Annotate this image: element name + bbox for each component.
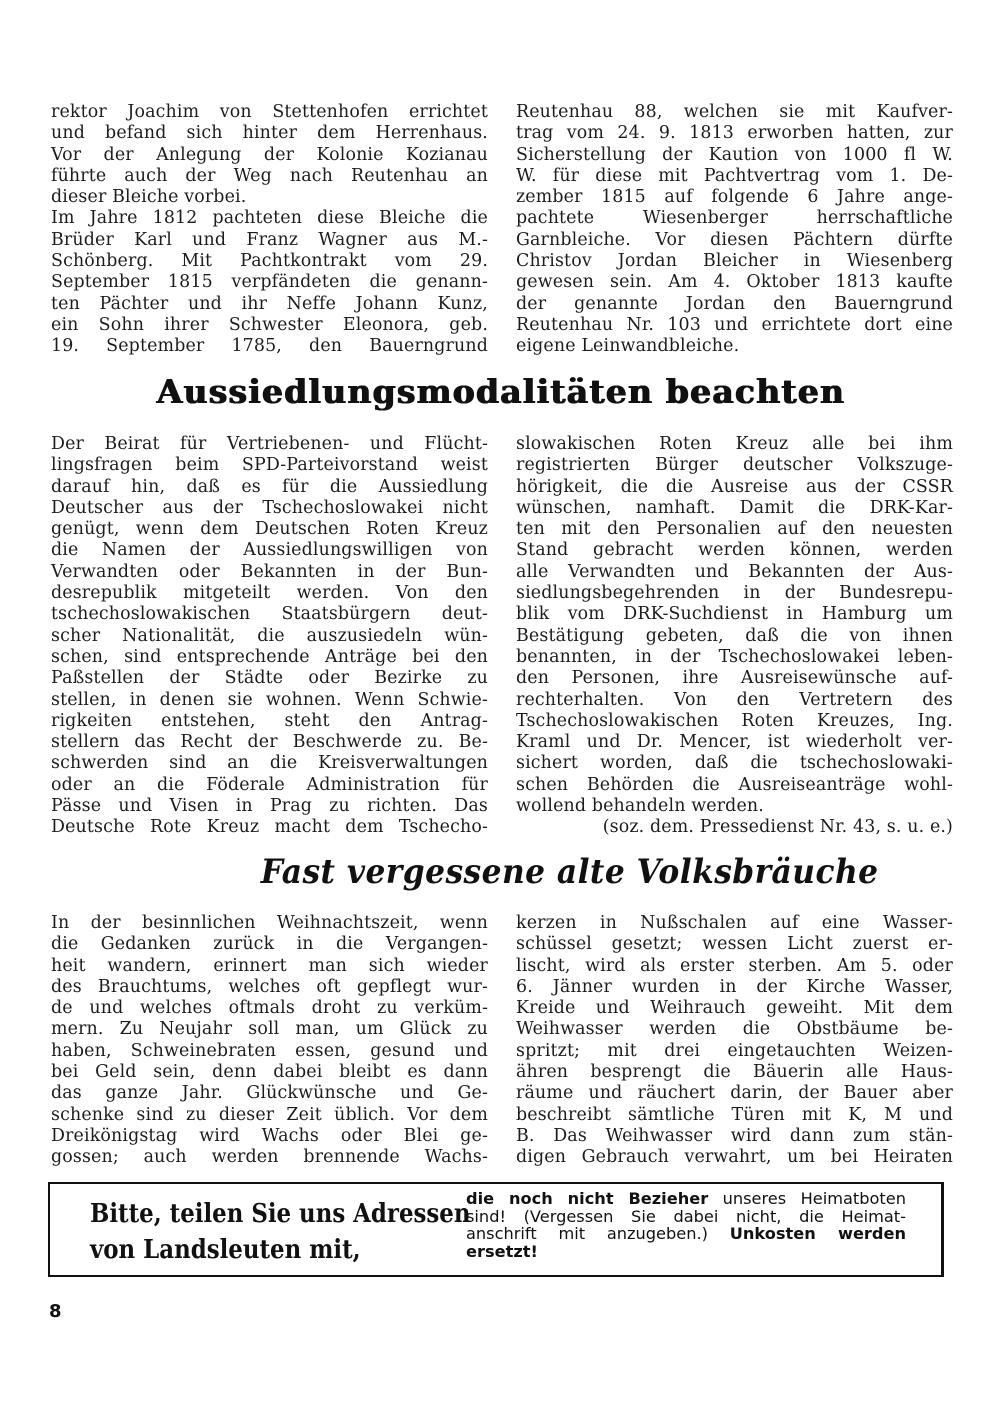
text-line: lischt, wird als erster sterben. Am 5. oder — [516, 955, 953, 976]
text-line: eigene Leinwandbleiche. — [516, 336, 740, 357]
text-line: rektor Joachim von Stettenhofen errichtet — [51, 102, 488, 122]
notice-text: anschrift mit anzugeben.) — [466, 1224, 708, 1243]
text-line: haben, Schweinebraten essen, gesund und — [51, 1040, 488, 1061]
article1-headline: Aussiedlungsmodalitäten beachten — [156, 372, 846, 411]
text-line: B. Das Weihwasser wird dann zum stän- — [516, 1125, 953, 1146]
text-line: die Namen der Aussiedlungswilligen von — [51, 540, 488, 561]
text-line: stellen, in denen sie wohnen. Wenn Schwie- — [51, 689, 488, 710]
text-line: ein Sohn ihrer Schwester Eleonora, geb. — [51, 314, 488, 335]
text-line: wollend behandeln werden. — [516, 796, 764, 817]
text-line: wünschen, namhaft. Damit die DRK-Kar- — [516, 497, 953, 518]
text-line: Garnbleiche. Vor diesen Pächtern dürfte — [516, 229, 953, 250]
text-line: benannten, in der Tschechoslowakei leben- — [516, 646, 953, 667]
notice-body-line3 — [466, 1225, 906, 1243]
text-line: zember 1815 auf folgende 6 Jahre ange- — [516, 187, 953, 208]
text-line: oder an die Föderale Administration für — [51, 774, 488, 795]
text-line: Reutenhau 88, welchen sie mit Kaufver- — [516, 102, 953, 122]
page-number: 8 — [49, 1301, 62, 1322]
text-line: dieser Bleiche vorbei. — [51, 187, 247, 208]
text-line: Im Jahre 1812 pachteten diese Bleiche die — [51, 208, 488, 229]
text-line: räume und räuchert darin, der Bauer aber — [516, 1083, 953, 1104]
text-line: spritzt; mit drei eingetauchten Weizen- — [516, 1040, 953, 1061]
text-line: Kreide und Weihrauch geweiht. Mit dem — [516, 998, 953, 1019]
text-line: der genannte Jordan den Bauerngrund — [516, 293, 953, 314]
text-line: scher Nationalität, die auszusiedeln wün- — [51, 625, 488, 646]
address-notice-box — [48, 1182, 944, 1277]
text-line: kerzen in Nußschalen auf eine Wasser- — [516, 913, 953, 933]
article1-source: (soz. dem. Pressedienst Nr. 43, s. u. e.) — [602, 817, 953, 838]
text-line: ten mit den Personalien auf den neuesten — [516, 519, 953, 540]
text-line: stellern das Recht der Beschwerde zu. Be- — [51, 732, 488, 753]
section1-column-left — [51, 102, 488, 358]
text-line: des Brauchtums, welches oft gepflegt wur- — [51, 976, 488, 997]
text-line: 19. September 1785, den Bauerngrund — [51, 336, 488, 357]
text-line: Deutscher aus der Tschechoslowakei nicht — [51, 497, 488, 518]
text-line: mern. Zu Neujahr soll man, um Glück zu — [51, 1019, 488, 1040]
text-line: slowakischen Roten Kreuz alle bei ihm — [516, 434, 953, 454]
text-line: Vor der Anlegung der Kolonie Kozianau — [51, 144, 488, 165]
article2-column-left — [51, 913, 488, 1169]
article2-column-right — [516, 913, 953, 1169]
text-line: schen Behörden die Ausreiseanträge wohl- — [516, 774, 953, 795]
notice-body-line1 — [466, 1190, 906, 1208]
text-line: desrepublik mitgeteilt werden. Von den — [51, 583, 488, 604]
section1-column-right — [516, 102, 953, 358]
text-line: lingsfragen beim SPD-Parteivorstand weist — [51, 455, 488, 476]
text-line: gewesen sein. Am 4. Oktober 1813 kaufte — [516, 272, 953, 293]
notice-body-line2: sind! (Vergessen Sie dabei nicht, die Heimat- — [466, 1206, 906, 1226]
text-line: Deutsche Rote Kreuz macht dem Tschecho- — [51, 817, 488, 838]
text-line: In der besinnlichen Weihnachtszeit, wenn — [51, 913, 488, 933]
text-line: ten Pächter und ihr Neffe Johann Kunz, — [51, 293, 488, 314]
notice-headline — [90, 1196, 471, 1268]
text-line: registrierten Bürger deutscher Volkszuge- — [516, 455, 953, 476]
notice-body — [466, 1190, 906, 1260]
text-line: darauf hin, daß es für die Aussiedlung — [51, 476, 488, 497]
text-line: Pässe und Visen in Prag zu richten. Das — [51, 796, 488, 817]
text-line: Reutenhau Nr. 103 und errichtete dort eine — [516, 314, 953, 335]
text-line: schwerden sind an die Kreisverwaltungen — [51, 753, 488, 774]
text-line: Bestätigung gebeten, daß die von ihnen — [516, 625, 953, 646]
text-line: gossen; auch werden brennende Wachs- — [51, 1147, 488, 1168]
text-line: führte auch der Weg nach Reutenhau an — [51, 165, 488, 186]
text-line: ähren besprengt die Bäuerin alle Haus- — [516, 1062, 953, 1083]
notice-headline-line2: von Landsleuten mit, — [90, 1235, 361, 1265]
text-line: schen, sind entsprechende Anträge bei den — [51, 646, 488, 667]
notice-bold-text: Unkosten werden — [729, 1224, 907, 1243]
text-line: Brüder Karl und Franz Wagner aus M.- — [51, 229, 488, 250]
text-line: sichert worden, daß die tschechoslowaki- — [516, 753, 953, 774]
article1-column-left — [51, 434, 488, 839]
text-line: tschechoslowakischen Staatsbürgern deut- — [51, 604, 488, 625]
text-line: siedlungsbegehrenden in der Bundesrepu- — [516, 583, 953, 604]
text-line: 6. Jänner wurden in der Kirche Wasser, — [516, 976, 953, 997]
text-line: den Personen, ihre Ausreisewünsche auf- — [516, 668, 953, 689]
text-line: digen Gebrauch verwahrt, um bei Heiraten — [516, 1147, 953, 1168]
text-line: September 1815 verpfändeten die genann- — [51, 272, 488, 293]
text-line: blik vom DRK-Suchdienst in Hamburg um — [516, 604, 953, 625]
article1-column-right — [516, 434, 953, 839]
notice-text: unseres Heimatboten — [708, 1189, 906, 1208]
text-line: Schönberg. Mit Pachtkontrakt vom 29. — [51, 251, 488, 272]
text-line: schenke sind zu dieser Zeit üblich. Vor dem — [51, 1104, 488, 1125]
notice-bold-text: die noch nicht Bezieher — [466, 1189, 709, 1208]
text-line: Sicherstellung der Kaution von 1000 fl W. — [516, 144, 953, 165]
article2-headline: Fast vergessene alte Volksbräuche — [260, 852, 879, 892]
text-line: rechterhalten. Von den Vertretern des — [516, 689, 953, 710]
text-line: Weihwasser werden die Obstbäume be- — [516, 1019, 953, 1040]
text-line: beschreibt sämtliche Türen mit K, M und — [516, 1104, 953, 1125]
text-line: Der Beirat für Vertriebenen- und Flücht- — [51, 434, 488, 454]
text-line: schüssel gesetzt; wessen Licht zuerst er- — [516, 934, 953, 955]
notice-body-line4: ersetzt! — [466, 1241, 538, 1261]
text-line: W. für diese mit Pachtvertrag vom 1. De- — [516, 165, 953, 186]
text-line: Paßstellen der Städte oder Bezirke zu — [51, 668, 488, 689]
text-line: rigkeiten entstehen, steht den Antrag- — [51, 710, 488, 731]
text-line: und befand sich hinter dem Herrenhaus. — [51, 123, 488, 144]
text-line: Stand gebracht werden können, werden — [516, 540, 953, 561]
text-line: pachtete Wiesenberger herrschaftliche — [516, 208, 953, 229]
text-line: trag vom 24. 9. 1813 erworben hatten, zur — [516, 123, 953, 144]
text-line: Kraml und Dr. Mencer, ist wiederholt ver- — [516, 732, 953, 753]
text-line: Christov Jordan Bleicher in Wiesenberg — [516, 251, 953, 272]
text-line: alle Verwandten und Bekannten der Aus- — [516, 561, 953, 582]
text-line: Dreikönigstag wird Wachs oder Blei ge- — [51, 1125, 488, 1146]
text-line: de und welches oftmals droht zu verküm- — [51, 998, 488, 1019]
text-line: bei Geld sein, denn dabei bleibt es dann — [51, 1062, 488, 1083]
text-line: die Gedanken zurück in die Vergangen- — [51, 934, 488, 955]
text-line: hörigkeit, die die Ausreise aus der CSSR — [516, 476, 953, 497]
text-line: genügt, wenn dem Deutschen Roten Kreuz — [51, 519, 488, 540]
text-line: Verwandten oder Bekannten in der Bun- — [51, 561, 488, 582]
text-line: Tschechoslowakischen Roten Kreuzes, Ing. — [516, 710, 953, 731]
text-line: heit wandern, erinnert man sich wieder — [51, 955, 488, 976]
text-line: das ganze Jahr. Glückwünsche und Ge- — [51, 1083, 488, 1104]
notice-headline-line1: Bitte, teilen Sie uns Adressen — [90, 1199, 471, 1229]
